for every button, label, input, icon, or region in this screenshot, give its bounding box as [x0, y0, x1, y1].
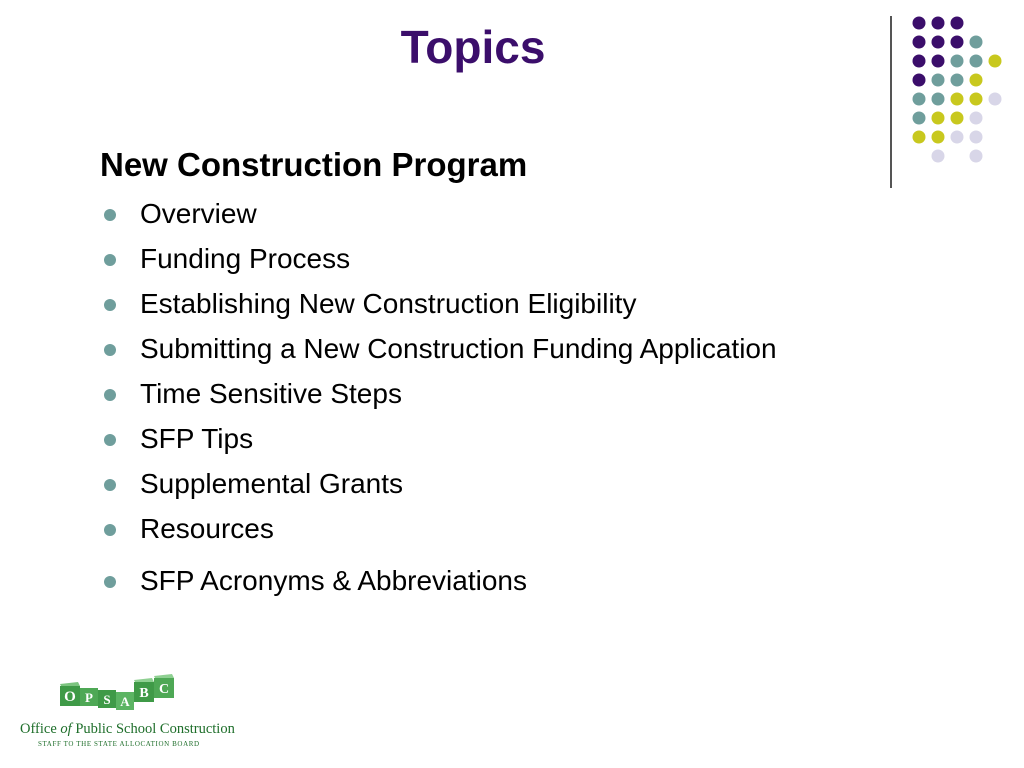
bullet-icon: [104, 254, 116, 266]
decorative-dot: [932, 112, 945, 125]
logo-block-b: [134, 678, 154, 702]
logo-block-p: [80, 688, 98, 706]
list-item-text: Funding Process: [140, 243, 351, 274]
divider-line: [890, 16, 892, 188]
logo-block-c: [154, 674, 174, 698]
bullet-icon: [104, 209, 116, 221]
svg-text:O: O: [64, 689, 76, 705]
bullet-icon: [104, 299, 116, 311]
decorative-dot: [970, 74, 983, 87]
list-item-text: SFP Acronyms & Abbreviations: [140, 565, 527, 596]
decorative-dot: [951, 55, 964, 68]
decorative-dot: [970, 150, 983, 163]
decorative-dot: [932, 93, 945, 106]
decorative-dot: [989, 93, 1002, 106]
office-tagline: STAFF TO THE STATE ALLOCATION BOARD: [38, 740, 200, 748]
bullet-icon: [104, 576, 116, 588]
decorative-dot: [951, 36, 964, 49]
list-item-text: Resources: [140, 513, 274, 544]
section-heading: New Construction Program: [100, 146, 528, 183]
decorative-dot: [932, 131, 945, 144]
bullet-icon: [104, 479, 116, 491]
bullet-icon: [104, 344, 116, 356]
bullet-icon: [104, 434, 116, 446]
logo-block-a: [116, 692, 134, 710]
logo-block-o: [60, 682, 80, 706]
decorative-dot: [951, 17, 964, 30]
svg-text:C: C: [158, 682, 170, 697]
office-name: Office of Public School Construction: [20, 721, 235, 737]
decorative-dot: [970, 131, 983, 144]
svg-text:P: P: [85, 690, 93, 705]
decorative-dot: [932, 150, 945, 163]
svg-text:S: S: [103, 692, 111, 707]
decorative-dot: [970, 55, 983, 68]
decorative-dot: [951, 93, 964, 106]
decorative-dot: [989, 55, 1002, 68]
decorative-dot: [970, 112, 983, 125]
list-item-text: Overview: [140, 198, 257, 229]
svg-text:A: A: [120, 694, 130, 709]
opsabc-logo-blocks: [60, 672, 180, 716]
decorative-dot: [951, 131, 964, 144]
decorative-dot: [913, 93, 926, 106]
bullet-icon: [104, 389, 116, 401]
logo-block-s: [98, 690, 116, 708]
decorative-dot: [951, 112, 964, 125]
decorative-dot: [913, 112, 926, 125]
list-item-text: Establishing New Construction Eligibility: [140, 288, 637, 319]
decorative-dot: [970, 93, 983, 106]
list-item-text: Time Sensitive Steps: [140, 378, 402, 409]
decorative-dot: [970, 36, 983, 49]
list-item-text: Supplemental Grants: [140, 468, 404, 499]
slide-title: Topics: [400, 21, 546, 73]
decorative-dot: [913, 131, 926, 144]
list-item-text: Submitting a New Construction Funding Application: [140, 333, 777, 364]
list-item-text: SFP Tips: [140, 423, 254, 454]
svg-text:B: B: [139, 686, 149, 701]
decorative-dot: [951, 74, 964, 87]
bullet-icon: [104, 524, 116, 536]
